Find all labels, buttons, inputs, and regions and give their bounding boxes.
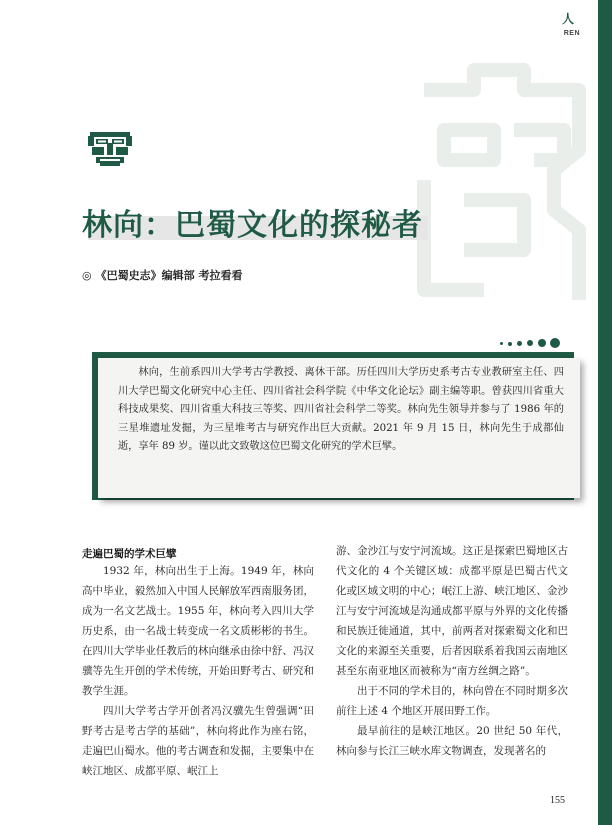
byline-text: 《巴蜀史志》编辑部 考拉看看: [95, 269, 243, 282]
dot: [538, 339, 546, 347]
article-title: 林向：巴蜀文化的探秘者: [82, 208, 423, 243]
dot: [500, 342, 503, 345]
section-heading: 走遍巴蜀的学术巨擘: [82, 548, 177, 560]
body-paragraph: 游、金沙江与安宁河流域。这正是探索巴蜀地区古代文化的 4 个关键区域：成都平原是巴蜀古代文化或区域文明的中心；岷江上游、峡江地区、金沙江与安宁河流域是沟通成都平原与外界的文化传播和民族迁徙通道，其中，前两者对探索蜀文化和巴文化的来源至关重要，后者因联系着我国云南地区甚至东南亚地区而被称为“南方丝绸之路”。: [336, 545, 568, 677]
body-column-left: [82, 561, 314, 781]
dot: [517, 341, 522, 346]
body-paragraph: 四川大学考古学开创者冯汉骥先生曾强调“田野考古是考古学的基础”，林向将此作为座右铭，走遍巴山蜀水。他的考古调查和发掘，主要集中在峡江地区、成都平原、岷江上: [82, 705, 314, 777]
bronze-mask-watermark-icon: [404, 60, 594, 310]
byline: [82, 267, 242, 283]
dot: [508, 342, 512, 346]
title-block: [82, 200, 423, 244]
dot: [527, 340, 533, 346]
bronze-mask-icon: [86, 130, 134, 168]
page-number: 155: [550, 795, 565, 806]
section-char: 人: [561, 12, 574, 26]
byline-mark: ◎: [82, 269, 92, 282]
body-paragraph: 最早前往的是峡江地区。20 世纪 50 年代，林向参与长江三峡水库文物调查，发现著名的: [336, 725, 568, 757]
body-column-right: [336, 541, 568, 761]
body-paragraph: 出于不同的学术目的，林向曾在不同时期多次前往上述 4 个地区开展田野工作。: [336, 685, 568, 717]
right-edge-bar: [598, 0, 612, 825]
abstract-text: 林向，生前系四川大学考古学教授、离休干部。历任四川大学历史系考古专业教研室主任、四川大学巴蜀文化研究中心主任、四川省社会科学院《中华文化论坛》副主编等职。曾获四川省重大科技成果奖、四川省重大科技三等奖、四川省社会科学二等奖。林向先生领导并参与了 1986 年的三星堆遗址发掘，为三星堆考古与研究作出巨大贡献。2021 年 9 月 15 日，林向先生于成都仙逝，享年 89 岁。谨以此文致敬这位巴蜀文化研究的学术巨擘。: [118, 367, 564, 453]
dot: [550, 338, 560, 348]
section-label: REN: [563, 30, 580, 37]
body-paragraph: 1932 年，林向出生于上海。1949 年，林向高中毕业，毅然加入中国人民解放军西南服务团，成为一名文艺战士。1955 年，林向考入四川大学历史系，由一名战士转变成一名文质彬彬的书生。在四川大学毕业任教后的林向继承由徐中舒、冯汉骥等先生开创的学术传统，开始田野考古、研究和教学生涯。: [82, 565, 314, 697]
